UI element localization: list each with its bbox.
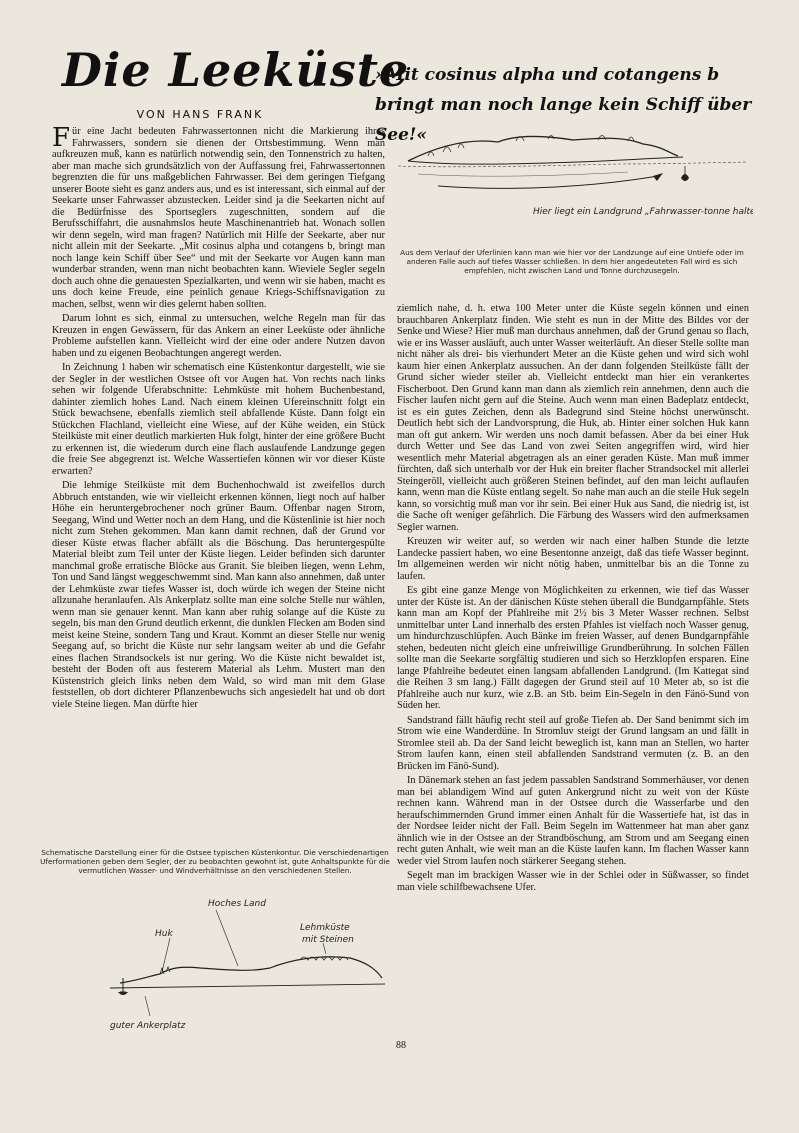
figure-right-caption: Aus dem Verlauf der Uferlinien kann man wie hier vor der Landzunge auf eine Untiefe oder im anderen Falle auch auf tiefes Wasser schließen. In dem hier angedeuteten Fall wird es sich empfehlen, nicht zwischen Land und Tonne durchzusegeln. xyxy=(400,248,744,275)
figure-left-caption: Schematische Darstellung einer für die Ostsee typischen Küstenkontur. Die verschiedenartigen Uferformationen geben dem Segler, der zu beobachten gewohnt ist, gute Anhaltspunkte für die vermutlichen Wasser- und Windverhältnisse an den verschiedenen Stellen. xyxy=(40,848,390,875)
paragraph: Segelt man im brackigen Wasser wie in der Schlei oder in Süßwasser, so findet man viele schilfbewachsene Ufer. xyxy=(397,870,749,893)
article-subtitle: »Mit cosinus alpha und cotangens b bringt man noch lange kein Schiff über See!« xyxy=(375,65,752,145)
paragraph: Es gibt eine ganze Menge von Möglichkeiten zu erkennen, wie tief das Wasser unter der Küste ist. An der dänischen Küste stehen überall die Bundgarnpfähle. Stets kann man am Kopf der Pfahlreihe mit 2½ bis 3 Meter Wasser rechnen. Selbst unmittelbar unter Land innerhalb des ersten Pfahles ist vielfach noch Wasser genug, um hindurchzuschlüpfen. Auch Bänke im freien Wasser, auf denen Bundgarnpfähle stehen, bedeuten nicht gleich eine unfreiwillige Grundberührung. In solchen Fällen sollte man die Seekarte sorgfältig studieren und sich so Herzklopfen ersparen. Eine lange Pfahlreihe bedeutet einen langsam abfallenden Landgrund. (Im Kattegat sind die Reihen 3 sm lang.) Fällt dagegen der Grund steil auf 10 Meter ab, so ist die Pfahlreihe auch nur kurz, wie z.B. an Stb. beim Ein-Segeln in den Fänö-Sund von Süden her. xyxy=(397,585,749,711)
paragraph: In Dänemark stehen an fast jedem passablen Sandstrand Sommerhäuser, vor denen man bei ablandigem Wind auf guten Ankergrund nicht zu weit von der Küste rechnen kann. Während man in der Ostsee durch die Wasserfarbe und den heraufschimmernden Grund immer einen Anhalt für die Wassertiefe hat, ist das in der Nordsee leider nicht der Fall. Beim Segeln im Wattenmeer hat man aber ganz ähnlich wie in der Ostsee an der Strandböschung, am Strom und am Seegang einen recht guten Anhalt, wie weit man an die Küste laufen kann. Im flachen Wasser kann weder viel Strom laufen noch stärkerer Seegang stehen. xyxy=(397,775,749,867)
paragraph xyxy=(52,126,385,310)
label-clay-coast: Lehmküste xyxy=(300,923,350,933)
drop-cap: F xyxy=(52,126,71,153)
label-huk: Huk xyxy=(155,929,173,939)
label-anchorage: guter Ankerplatz xyxy=(110,1021,186,1031)
coast-profile-drawing xyxy=(90,888,390,1036)
handwritten-note: Hier liegt ein Landgrund „Fahrwasser-tonne halten! xyxy=(533,207,753,217)
paragraph: Sandstrand fällt häufig recht steil auf große Tiefen ab. Der Sand benimmt sich im Strom wie eine Wanderdüne. In Stromluv steigt der Grund langsam an und fällt in Stromlee steil ab. Da der Sand leicht beweglich ist, kann man an Stellen, wo harter Strom laufen kann, einen steil abfallenden Sandstrand vermuten (z. B. an den Brücken im Fänö-Sund). xyxy=(397,714,749,772)
paragraph-text: ür eine Jacht bedeuten Fahrwassertonnen nicht die Markierung ihres Fahrwassers, sondern sie dienen der Ortsbestimmung. Wenn man aufkreuzen muß, kann es natürlich notwendig sein, den Tonnenstrich zu halten, aber man mache sich grundsätzlich von der Auffassung frei, Fahrwassertonnen begrenzten die für uns maßgeblichen Fahrwasser. Bei dem geringen Tiefgang unserer Boote sieht es ganz anders aus, und es ist interessant, sich einmal auf der Seekarte unser Fahrwasser abzustecken. Leider sind ja die Seekarten nicht auf die Bedürfnisse des Sportseglers zugeschnitten, sondern auf die Berufsschiffahrt, die ausnahmslos heute Maschinenantrieb hat. Wonach sollen wir denn segeln, wird man fragen? Natürlich mit Hilfe der Seekarte, aber nur nicht allein mit der Seekarte. „Mit cosinus alpha und cotangens b, bringt man noch lange kein Schiff über See“ und mit der Seekarte vor Augen kann man wunderbar stranden, wenn man nicht beobachten kann. Wieviele Segler segeln doch auch ohne die genauesten Spezialkarten, und wenn wir sie haben, macht es uns doch keine Freude, eine peinlich genaue Kriegs-Schiffsnavigation zu machen, selbst, wenn wir dies gelernt haben sollten. xyxy=(52,126,385,310)
page-number: 88 xyxy=(396,1040,406,1051)
paragraph: Kreuzen wir weiter auf, so werden wir nach einer halben Stunde die letzte Landecke passiert haben, wo eine Besentonne anzeigt, daß das tiefe Wasser beginnt. Im allgemeinen werden wir nicht nötig haben, unmittelbar bis an die Tonne zu laufen. xyxy=(397,536,749,582)
figure-sandbar-sketch xyxy=(398,126,753,244)
paragraph: Darum lohnt es sich, einmal zu untersuchen, welche Regeln man für das Kreuzen in engen Gewässern, für das Ankern an einer Leeküste oder ähnliche Probleme aufstellen kann. Vielleicht wird der eine oder andere Nutzen davon haben und zu eigenen Beobachtungen angeregt werden. xyxy=(52,313,385,359)
paragraph: ziemlich nahe, d. h. etwa 100 Meter unter die Küste segeln können und einen brauchbaren Ankerplatz finden. Wie steht es nun in der Mitte des Bildes vor der Senke und Wiese? Hier muß man durchaus annehmen, daß der Grund genau so flach, wie er ins Wasser ausläuft, auch unter Wasser weiterläuft. An dieser Stelle sollte man nicht näher als drei- bis vierhundert Meter an die Küste gehen und wird sich wohl kaum hier einen Ankerplatz aussuchen. An der dann folgenden Steilküste fällt der Grund sicher wieder steiler ab. Vielleicht entdeckt man hier ein verankertes Fischerboot. Den Grund kann man dann als ziemlich rein annehmen, denn auch die Fischer laufen nicht gern auf die Steine. Auch wenn man einen Badeplatz entdeckt, ist es ein gutes Zeichen, denn als Badegrund sind Steine höchst unerwünscht. Deutlich hebt sich der Landvorsprung, die Huk, ab. Hinter einer solchen Huk kann man oft gut ankern. Wir werden uns noch damit befassen. Aber da bei einer Huk durch Wetter und See das Land von zwei Seiten angegriffen wird, wird hier wesentlich mehr Material abgetragen als an einer geraden Küste. Man muß immer fürchten, daß sich unterhalb vor der Huk ein breiter flacher Strandsockel mit allerlei Steingeröll, vielleicht auch größeren Steinen befindet, auf den man leicht auflaufen kann, wenn man die Küste entlang segelt. So nahe man auch an die steile Huk segeln kann, so vorsichtig muß man vor ihr sein. Bei einer Huk aus Sand, die niedrig ist, ist die Sache oft weniger gefährlich. Die Färbung des Wassers wird den aufmerksamen Segler warnen. xyxy=(397,303,749,533)
left-text-column xyxy=(52,126,385,842)
article-byline: VON HANS FRANK xyxy=(136,108,264,121)
label-with-stones: mit Steinen xyxy=(302,935,354,945)
article-title: Die Leeküste xyxy=(62,43,410,97)
sandbar-drawing xyxy=(398,126,753,244)
figure-coast-profile xyxy=(90,888,390,1036)
paragraph: In Zeichnung 1 haben wir schematisch eine Küstenkontur dargestellt, wie sie der Segler in der westlichen Ostsee oft vor Augen hat. Von rechts nach links sehen wir folgende Uferabschnitte: Lehmküste mit hohem Buchenbestand, dahinter ziemlich hohes Land. Nach einem kleinen Ufereinschnitt folgt ein Stück bewachsene, ebenfalls ziemlich steil abfallende Küste. Dann folgt ein Stückchen Flachland, vielleicht eine Wiese, auf der Kühe weiden, ein Stück Steilküste mit einer deutlich markierten Huk folgt, hinter der eine größere Bucht zu erkennen ist, die wiederum durch eine flach auslaufende Landzunge gegen die freie See abgegrenzt ist. Welche Wassertiefen können wir vor dieser Küste erwarten? xyxy=(52,362,385,477)
label-high-land: Hoches Land xyxy=(208,899,266,909)
right-text-column xyxy=(397,303,749,1041)
paragraph: Die lehmige Steilküste mit dem Buchenhochwald ist zweifellos durch Abbruch entstanden, wie wir vielleicht erkennen können, liegt noch auf halber Höhe ein heruntergebrochener noch grüner Baum. Offenbar nagen Strom, Seegang, Wind und Wetter noch an dem Hang, und die Küstenlinie ist hier noch nicht zum Stehen gekommen. Man kann damit rechnen, daß der Grund vor dieser Küste etwas flacher abfällt als die Böschung. Das heruntergespülte Material bleibt zum Teil unter der Küste liegen. Leider befinden sich darunter manchmal große erratische Blöcke aus Granit. Sie bleiben liegen, wenn Lehm, Ton und Sand längst weggeschwemmt sind. Man kann also annehmen, daß unter der Lehmküste zwar tiefes Wasser ist, doch würde ich wegen der Steine nicht allzunahe heranlaufen. Als Ankerplatz sollte man eine solche Stelle nur wählen, wenn man sie genauer kennt. Man kann aber ruhig solange auf die Küste zu segeln, bis man den Grund deutlich erkennt, die dunklen Flecken am Boden sind meist keine Steine, sondern Tang und Kraut. Kommt an dieser Stelle nur wenig Seegang auf, so bricht die Küste nur sehr langsam weiter ab und die Gefahr eines flachen Strandsockels ist nur gering. Wo die Küste nicht bewaldet ist, besteht der Boden oft aus festerem Material als Lehm. Mustert man den Küstenstrich gleich links neben dem Wald, so wird man mit dem Glase feststellen, ob dort dichterer Pflanzenbewuchs sich angesiedelt hat und ob dort viele Steine liegen. Man dürfte hier xyxy=(52,480,385,710)
